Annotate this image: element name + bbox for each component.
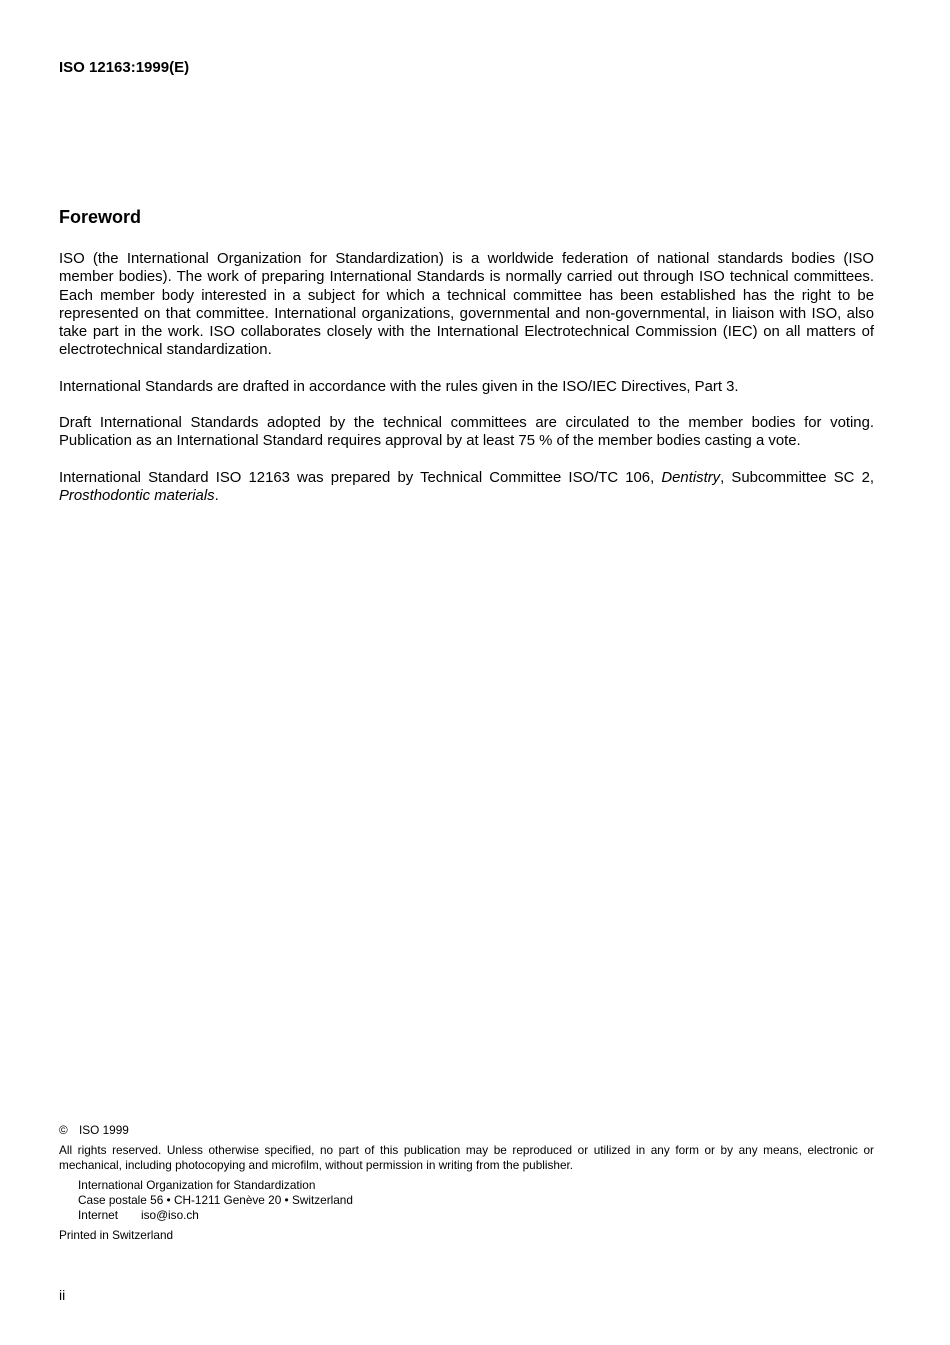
- copyright-line: [59, 1123, 874, 1138]
- subcommittee-name: Prosthodontic materials: [59, 487, 215, 504]
- copyright-footer: [59, 1123, 874, 1243]
- foreword-paragraph-3: Draft International Standards adopted by the technical committees are circulated to the member bodies for voting. Publication as an International Standard requires approval by at least 75 % of the member bodies casting a vote.: [59, 415, 874, 450]
- org-name: International Organization for Standardization: [78, 1178, 316, 1192]
- printed-location: Printed in Switzerland: [59, 1228, 174, 1242]
- copyright-symbol: ©: [59, 1123, 68, 1137]
- foreword-paragraph-4: [59, 469, 874, 506]
- internet-email: iso@iso.ch: [141, 1208, 199, 1222]
- foreword-title: Foreword: [59, 207, 142, 227]
- committee-name: Dentistry: [661, 469, 721, 486]
- copyright-text: ISO 1999: [79, 1123, 129, 1137]
- page-number: ii: [59, 1287, 66, 1303]
- paragraph-4-text-start: International Standard ISO 12163 was prepared by Technical Committee ISO/TC 106,: [59, 469, 662, 486]
- internet-label: Internet: [78, 1208, 119, 1222]
- org-address: Case postale 56 • CH-1211 Genève 20 • Switzerland: [78, 1193, 353, 1207]
- publisher-address: [78, 1178, 874, 1223]
- foreword-paragraph-2: International Standards are drafted in accordance with the rules given in the ISO/IEC Directives, Part 3.: [59, 378, 739, 395]
- foreword-body: [59, 250, 874, 523]
- foreword-paragraph-1: ISO (the International Organization for Standardization) is a worldwide federation of national standards bodies (ISO member bodies). The work of preparing International Standards is normally carried out through ISO technical committees. Each member body interested in a subject for which a technical committee has been established has the right to be represented on that committee. International organizations, governmental and non-governmental, in liaison with ISO, also take part in the work. ISO collaborates closely with the International Electrotechnical Commission (IEC) on all matters of electrotechnical standardization.: [59, 251, 874, 359]
- rights-statement: All rights reserved. Unless otherwise specified, no part of this publication may be reproduced or utilized in any form or by any means, electronic or mechanical, including photocopying and microfilm, without permission in writing from the publisher.: [59, 1143, 874, 1172]
- paragraph-4-text-middle: , Subcommittee SC 2,: [720, 469, 874, 486]
- document-header-id: ISO 12163:1999(E): [59, 59, 190, 76]
- paragraph-4-text-end: .: [214, 487, 219, 504]
- internet-line: [78, 1208, 874, 1223]
